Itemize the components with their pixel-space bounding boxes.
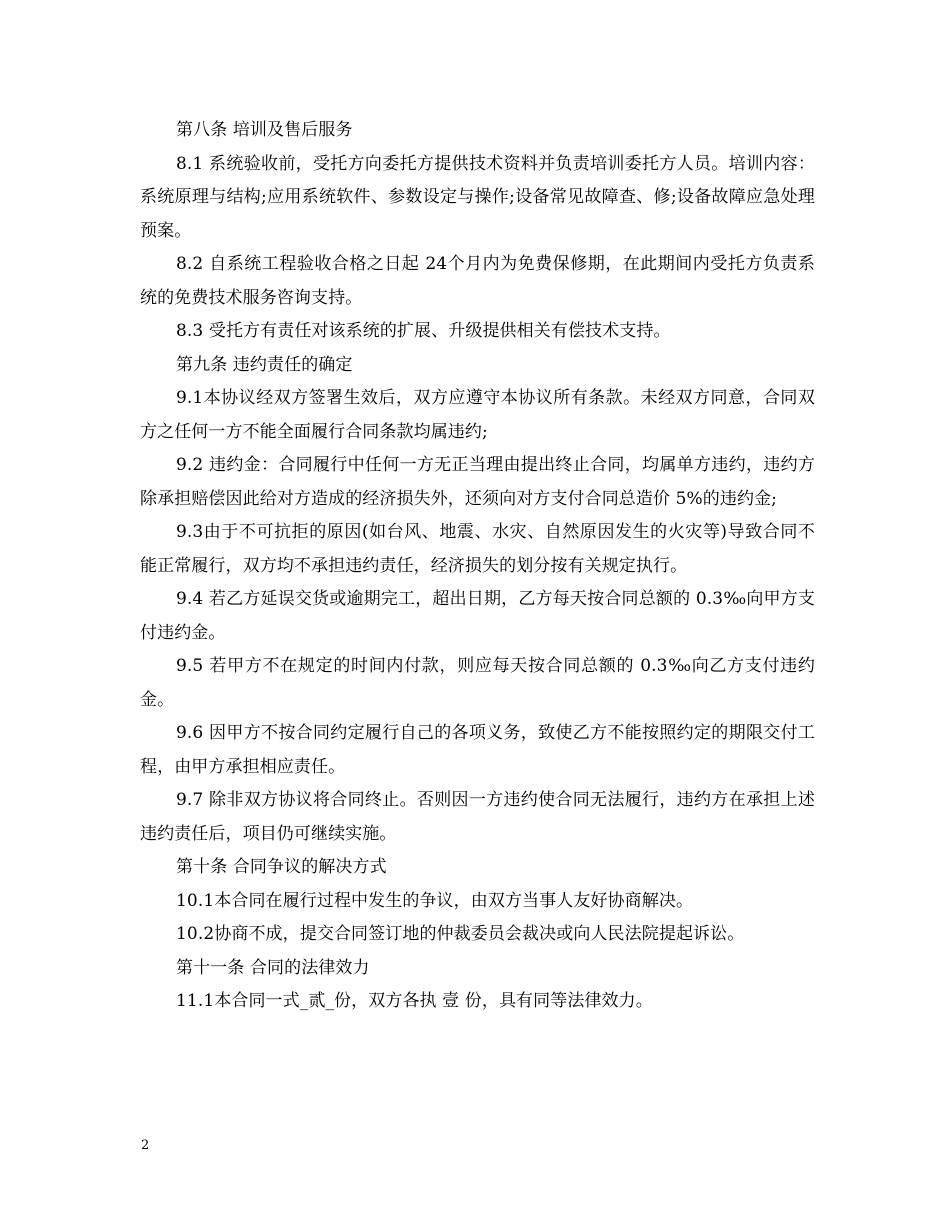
document-body xyxy=(140,114,815,1019)
clause-9-6: 9.6 因甲方不按合同约定履行自己的各项义务，致使乙方不能按照约定的期限交付工程，由甲方承担相应责任。 xyxy=(140,723,815,777)
article-9-heading: 第九条 违约责任的确定 xyxy=(176,354,353,375)
clause-11-1: 11.1本合同一式_贰_份，双方各执 壹 份，具有同等法律效力。 xyxy=(176,991,653,1011)
clause-8-3: 8.3 受托方有责任对该系统的扩展、升级提供相关有偿技术支持。 xyxy=(176,321,671,341)
clause-9-7: 9.7 除非双方协议将合同终止。否则因一方违约使合同无法履行，违约方在承担上述违约责任后，项目仍可继续实施。 xyxy=(140,790,815,844)
clause-8-1: 8.1 系统验收前，受托方向委托方提供技术资料并负责培训委托方人员。培训内容：系统原理与结构;应用系统软件、参数设定与操作;设备常见故障查、修;设备故障应急处理预案。 xyxy=(140,153,815,241)
clause-10-2: 10.2协商不成，提交合同签订地的仲裁委员会裁决或向人民法院提起诉讼。 xyxy=(176,924,745,944)
clause-9-1: 9.1本协议经双方签署生效后，双方应遵守本协议所有条款。未经双方同意，合同双方之任何一方不能全面履行合同条款均属违约; xyxy=(140,388,815,442)
clause-9-5: 9.5 若甲方不在规定的时间内付款，则应每天按合同总额的 0.3‰向乙方支付违约金。 xyxy=(140,656,815,710)
clause-9-2: 9.2 违约金：合同履行中任何一方无正当理由提出终止合同，均属单方违约，违约方除承担赔偿因此给对方造成的经济损失外，还须向对方支付合同总造价 5%的违约金; xyxy=(140,455,815,509)
clause-9-3: 9.3由于不可抗拒的原因(如台风、地震、水灾、自然原因发生的火灾等)导致合同不能正常履行，双方均不承担违约责任，经济损失的划分按有关规定执行。 xyxy=(140,522,815,576)
clause-9-4: 9.4 若乙方延误交货或逾期完工，超出日期，乙方每天按合同总额的 0.3‰向甲方支付违约金。 xyxy=(140,589,815,643)
page-number: 2 xyxy=(141,1138,150,1153)
article-10-heading: 第十条 合同争议的解决方式 xyxy=(176,857,387,877)
clause-8-2: 8.2 自系统工程验收合格之日起 24个月内为免费保修期，在此期间内受托方负责系统的免费技术服务咨询支持。 xyxy=(140,254,815,308)
article-11-heading: 第十一条 合同的法律效力 xyxy=(176,957,370,978)
clause-10-1: 10.1本合同在履行过程中发生的争议，由双方当事人友好协商解决。 xyxy=(176,890,694,911)
article-8-heading: 第八条 培训及售后服务 xyxy=(176,120,353,140)
